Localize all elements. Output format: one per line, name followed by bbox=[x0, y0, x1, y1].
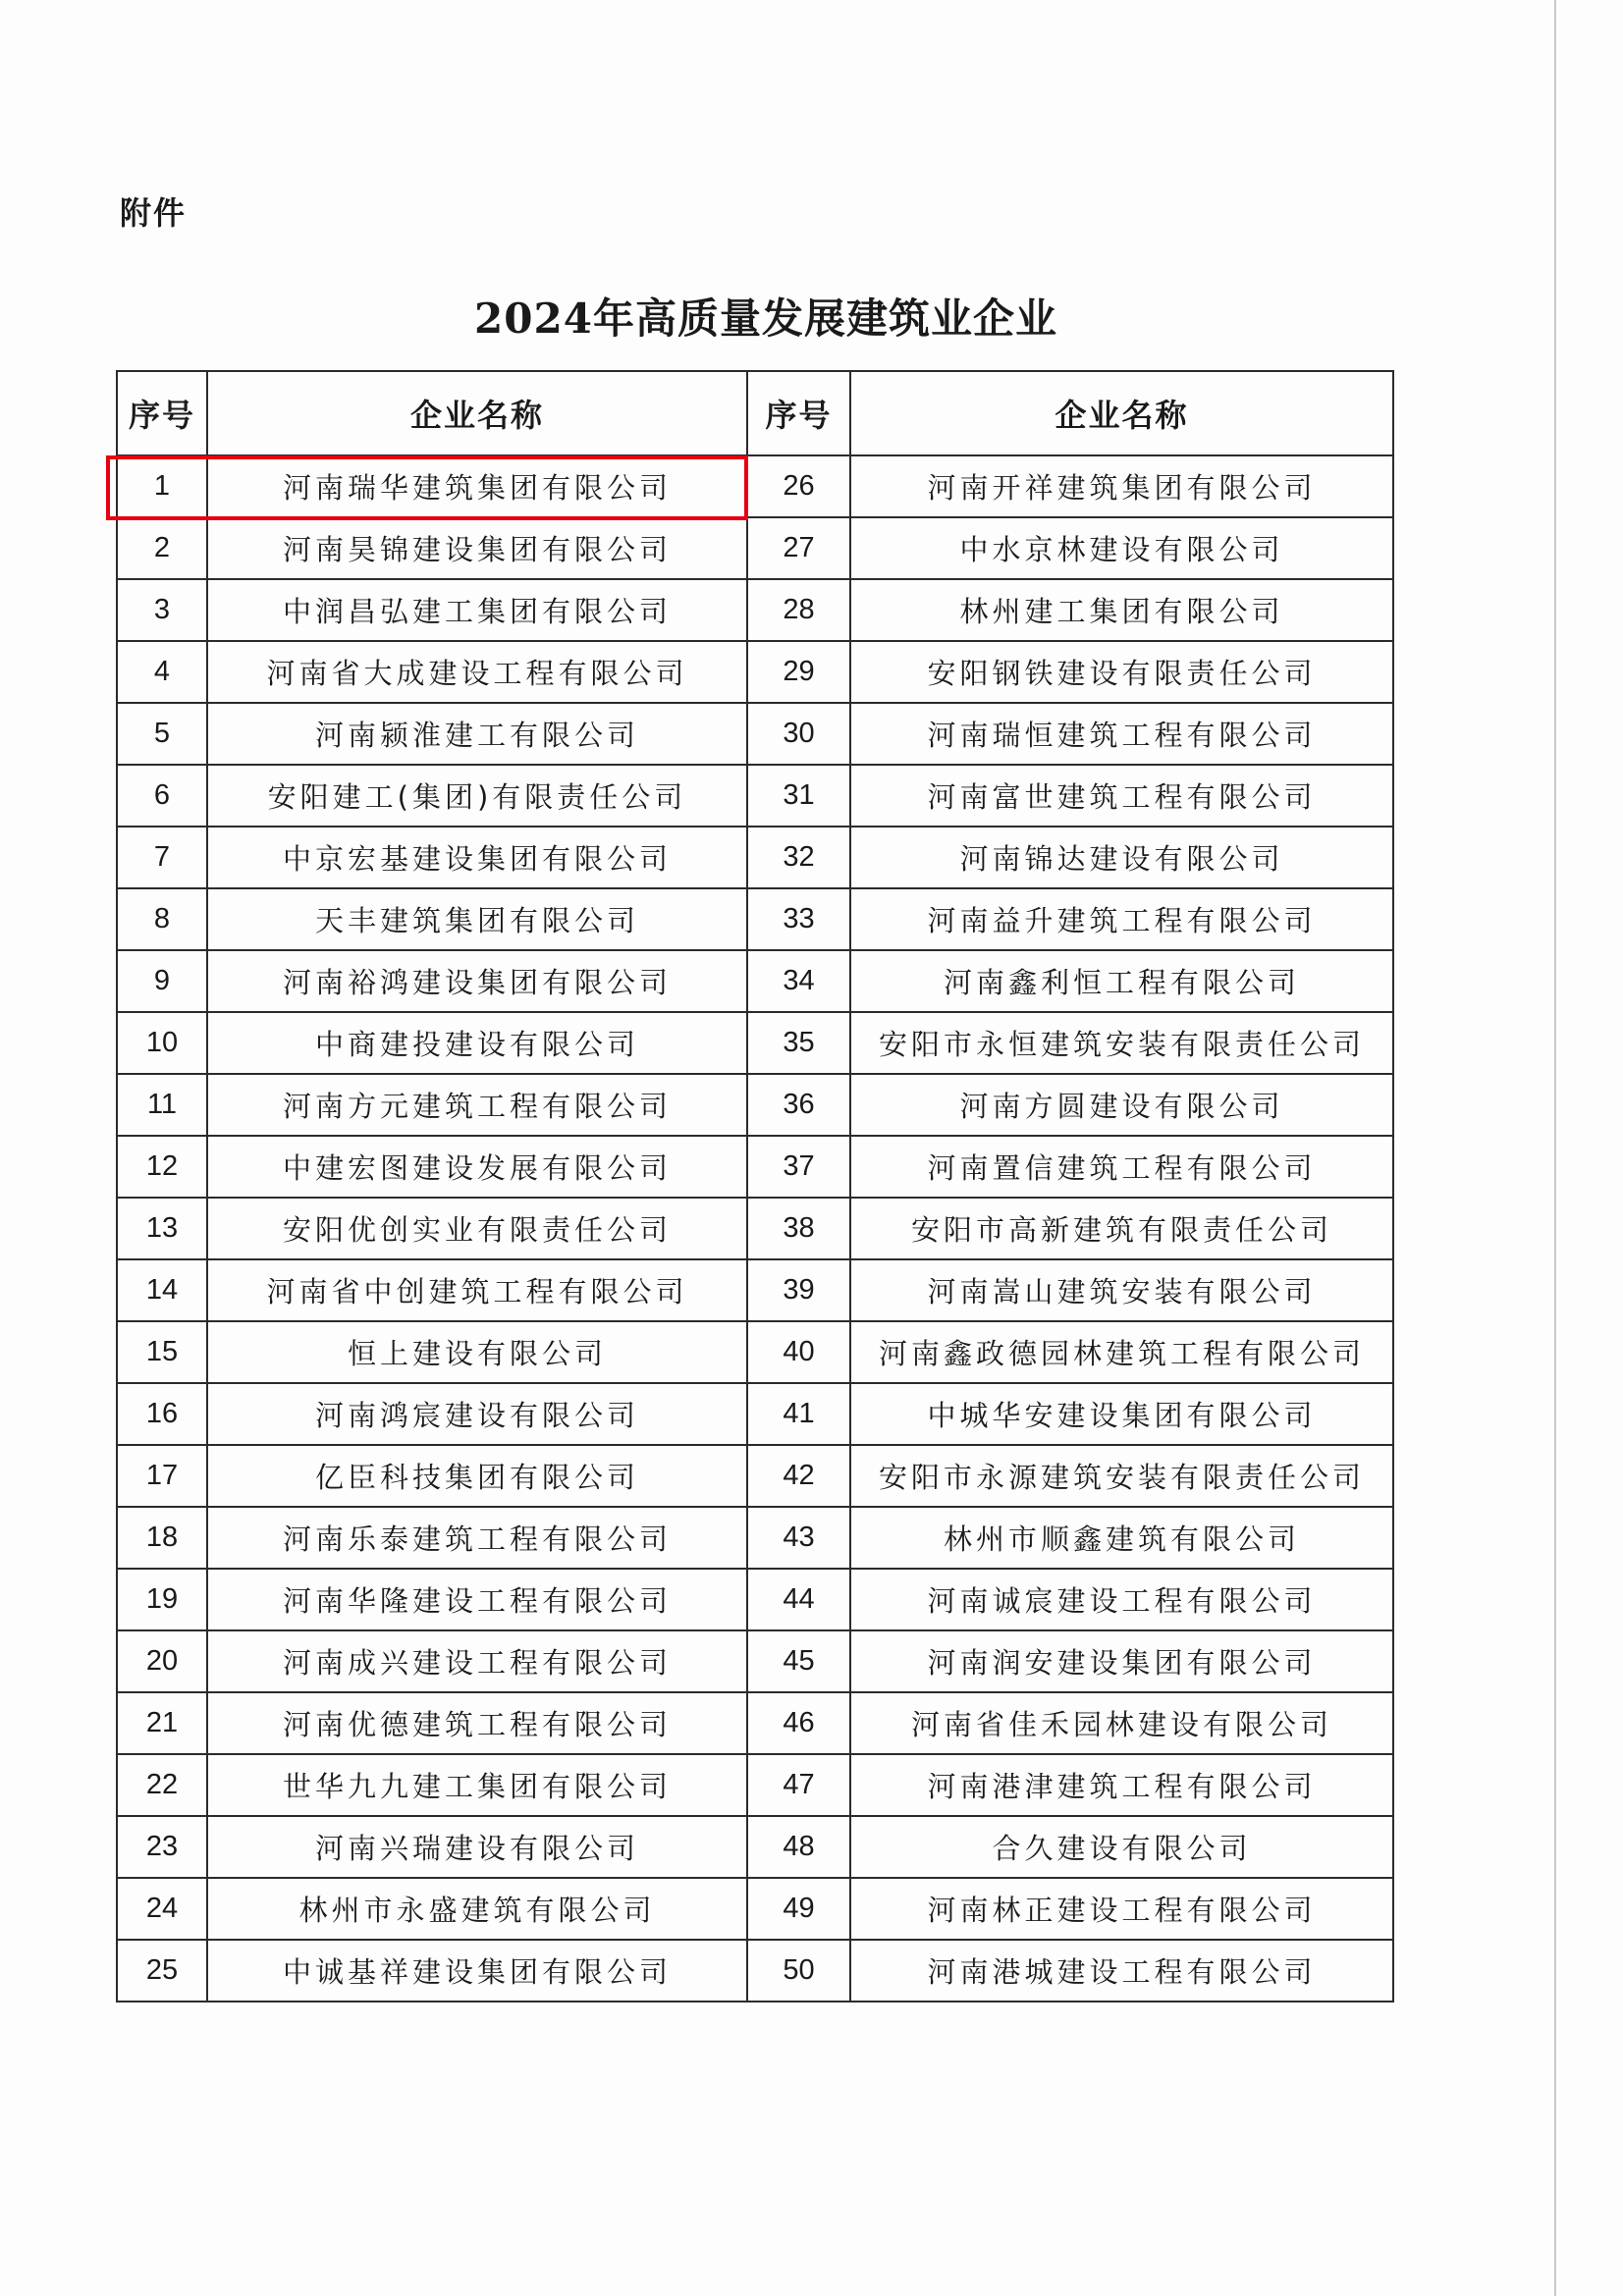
company-name-right: 河南瑞恒建筑工程有限公司 bbox=[850, 703, 1393, 765]
table-row bbox=[117, 1383, 1393, 1445]
serial-left: 25 bbox=[117, 1940, 207, 2002]
serial-right: 31 bbox=[747, 765, 850, 827]
company-name-right: 安阳钢铁建设有限责任公司 bbox=[850, 641, 1393, 703]
header-serial-right: 序号 bbox=[747, 371, 850, 455]
table-body bbox=[117, 455, 1393, 2002]
company-name-left: 河南成兴建设工程有限公司 bbox=[207, 1630, 747, 1692]
company-name-right: 安阳市高新建筑有限责任公司 bbox=[850, 1198, 1393, 1259]
company-name-left: 河南裕鸿建设集团有限公司 bbox=[207, 950, 747, 1012]
table-row bbox=[117, 1445, 1393, 1507]
table-row bbox=[117, 1630, 1393, 1692]
company-name-left: 中建宏图建设发展有限公司 bbox=[207, 1136, 747, 1198]
serial-right: 49 bbox=[747, 1878, 850, 1940]
serial-right: 34 bbox=[747, 950, 850, 1012]
serial-left: 18 bbox=[117, 1507, 207, 1569]
company-name-right: 林州市顺鑫建筑有限公司 bbox=[850, 1507, 1393, 1569]
table-row bbox=[117, 517, 1393, 579]
company-name-left: 安阳建工(集团)有限责任公司 bbox=[207, 765, 747, 827]
table-row bbox=[117, 1754, 1393, 1816]
company-name-left: 天丰建筑集团有限公司 bbox=[207, 888, 747, 950]
serial-left: 11 bbox=[117, 1074, 207, 1136]
company-name-left: 世华九九建工集团有限公司 bbox=[207, 1754, 747, 1816]
company-name-right: 林州建工集团有限公司 bbox=[850, 579, 1393, 641]
serial-left: 13 bbox=[117, 1198, 207, 1259]
serial-left: 17 bbox=[117, 1445, 207, 1507]
serial-right: 45 bbox=[747, 1630, 850, 1692]
serial-left: 23 bbox=[117, 1816, 207, 1878]
company-name-right: 河南嵩山建筑安装有限公司 bbox=[850, 1259, 1393, 1321]
company-name-left: 河南省中创建筑工程有限公司 bbox=[207, 1259, 747, 1321]
serial-left: 16 bbox=[117, 1383, 207, 1445]
header-serial-left: 序号 bbox=[117, 371, 207, 455]
serial-left: 5 bbox=[117, 703, 207, 765]
serial-left: 9 bbox=[117, 950, 207, 1012]
company-name-left: 安阳优创实业有限责任公司 bbox=[207, 1198, 747, 1259]
company-name-left: 河南鸿宸建设有限公司 bbox=[207, 1383, 747, 1445]
company-name-left: 河南瑞华建筑集团有限公司 bbox=[207, 455, 747, 517]
serial-left: 7 bbox=[117, 827, 207, 888]
company-name-right: 河南省佳禾园林建设有限公司 bbox=[850, 1692, 1393, 1754]
serial-right: 40 bbox=[747, 1321, 850, 1383]
serial-left: 10 bbox=[117, 1012, 207, 1074]
company-name-right: 河南港津建筑工程有限公司 bbox=[850, 1754, 1393, 1816]
serial-right: 50 bbox=[747, 1940, 850, 2002]
company-name-left: 河南方元建筑工程有限公司 bbox=[207, 1074, 747, 1136]
company-name-left: 中诚基祥建设集团有限公司 bbox=[207, 1940, 747, 2002]
table-row bbox=[117, 641, 1393, 703]
serial-left: 8 bbox=[117, 888, 207, 950]
serial-left: 15 bbox=[117, 1321, 207, 1383]
company-name-right: 河南鑫政德园林建筑工程有限公司 bbox=[850, 1321, 1393, 1383]
enterprise-table bbox=[116, 370, 1394, 2002]
table-row bbox=[117, 1198, 1393, 1259]
company-name-right: 河南益升建筑工程有限公司 bbox=[850, 888, 1393, 950]
serial-left: 21 bbox=[117, 1692, 207, 1754]
serial-right: 37 bbox=[747, 1136, 850, 1198]
company-name-left: 河南昊锦建设集团有限公司 bbox=[207, 517, 747, 579]
header-name-right: 企业名称 bbox=[850, 371, 1393, 455]
company-name-right: 河南润安建设集团有限公司 bbox=[850, 1630, 1393, 1692]
table-row bbox=[117, 950, 1393, 1012]
serial-left: 22 bbox=[117, 1754, 207, 1816]
company-name-right: 河南富世建筑工程有限公司 bbox=[850, 765, 1393, 827]
serial-left: 14 bbox=[117, 1259, 207, 1321]
table-row bbox=[117, 1878, 1393, 1940]
company-name-right: 河南置信建筑工程有限公司 bbox=[850, 1136, 1393, 1198]
serial-right: 29 bbox=[747, 641, 850, 703]
company-name-right: 河南鑫利恒工程有限公司 bbox=[850, 950, 1393, 1012]
serial-right: 30 bbox=[747, 703, 850, 765]
company-name-right: 河南诚宸建设工程有限公司 bbox=[850, 1569, 1393, 1630]
company-name-right: 河南方圆建设有限公司 bbox=[850, 1074, 1393, 1136]
table-row bbox=[117, 1507, 1393, 1569]
serial-right: 38 bbox=[747, 1198, 850, 1259]
serial-left: 20 bbox=[117, 1630, 207, 1692]
company-name-right: 中城华安建设集团有限公司 bbox=[850, 1383, 1393, 1445]
company-name-right: 合久建设有限公司 bbox=[850, 1816, 1393, 1878]
company-name-right: 安阳市永恒建筑安装有限责任公司 bbox=[850, 1012, 1393, 1074]
table-row bbox=[117, 1074, 1393, 1136]
company-name-left: 河南优德建筑工程有限公司 bbox=[207, 1692, 747, 1754]
serial-right: 26 bbox=[747, 455, 850, 517]
serial-right: 44 bbox=[747, 1569, 850, 1630]
company-name-right: 安阳市永源建筑安装有限责任公司 bbox=[850, 1445, 1393, 1507]
company-name-left: 亿臣科技集团有限公司 bbox=[207, 1445, 747, 1507]
serial-right: 41 bbox=[747, 1383, 850, 1445]
serial-left: 2 bbox=[117, 517, 207, 579]
company-name-left: 河南颍淮建工有限公司 bbox=[207, 703, 747, 765]
serial-right: 36 bbox=[747, 1074, 850, 1136]
table-row bbox=[117, 827, 1393, 888]
table-row bbox=[117, 1940, 1393, 2002]
serial-right: 46 bbox=[747, 1692, 850, 1754]
company-name-left: 河南兴瑞建设有限公司 bbox=[207, 1816, 747, 1878]
table-header-row bbox=[117, 371, 1393, 455]
company-name-right: 河南开祥建筑集团有限公司 bbox=[850, 455, 1393, 517]
serial-right: 47 bbox=[747, 1754, 850, 1816]
table-row bbox=[117, 1816, 1393, 1878]
company-name-right: 河南港城建设工程有限公司 bbox=[850, 1940, 1393, 2002]
serial-right: 35 bbox=[747, 1012, 850, 1074]
serial-right: 27 bbox=[747, 517, 850, 579]
table-row bbox=[117, 703, 1393, 765]
company-name-left: 河南乐泰建筑工程有限公司 bbox=[207, 1507, 747, 1569]
serial-right: 28 bbox=[747, 579, 850, 641]
company-name-left: 河南华隆建设工程有限公司 bbox=[207, 1569, 747, 1630]
serial-left: 1 bbox=[117, 455, 207, 517]
serial-right: 48 bbox=[747, 1816, 850, 1878]
document-title: 2024年高质量发展建筑业企业 bbox=[474, 294, 1057, 343]
table-row bbox=[117, 455, 1393, 517]
serial-right: 32 bbox=[747, 827, 850, 888]
serial-left: 12 bbox=[117, 1136, 207, 1198]
table-row bbox=[117, 1012, 1393, 1074]
table-row bbox=[117, 1321, 1393, 1383]
serial-left: 3 bbox=[117, 579, 207, 641]
serial-left: 6 bbox=[117, 765, 207, 827]
company-name-left: 中京宏基建设集团有限公司 bbox=[207, 827, 747, 888]
serial-left: 19 bbox=[117, 1569, 207, 1630]
attachment-label: 附件 bbox=[120, 194, 188, 232]
company-name-left: 河南省大成建设工程有限公司 bbox=[207, 641, 747, 703]
company-name-left: 林州市永盛建筑有限公司 bbox=[207, 1878, 747, 1940]
serial-right: 39 bbox=[747, 1259, 850, 1321]
table-row bbox=[117, 888, 1393, 950]
table-row bbox=[117, 1136, 1393, 1198]
table-row bbox=[117, 765, 1393, 827]
company-name-right: 河南林正建设工程有限公司 bbox=[850, 1878, 1393, 1940]
serial-right: 33 bbox=[747, 888, 850, 950]
company-name-right: 中水京林建设有限公司 bbox=[850, 517, 1393, 579]
company-name-left: 中商建投建设有限公司 bbox=[207, 1012, 747, 1074]
table-row bbox=[117, 1569, 1393, 1630]
table-row bbox=[117, 579, 1393, 641]
serial-right: 43 bbox=[747, 1507, 850, 1569]
enterprise-table-container bbox=[116, 370, 1392, 2002]
scan-edge-line bbox=[1554, 0, 1556, 2296]
company-name-right: 河南锦达建设有限公司 bbox=[850, 827, 1393, 888]
table-row bbox=[117, 1259, 1393, 1321]
company-name-left: 恒上建设有限公司 bbox=[207, 1321, 747, 1383]
header-name-left: 企业名称 bbox=[207, 371, 747, 455]
table-row bbox=[117, 1692, 1393, 1754]
serial-right: 42 bbox=[747, 1445, 850, 1507]
serial-left: 4 bbox=[117, 641, 207, 703]
company-name-left: 中润昌弘建工集团有限公司 bbox=[207, 579, 747, 641]
serial-left: 24 bbox=[117, 1878, 207, 1940]
